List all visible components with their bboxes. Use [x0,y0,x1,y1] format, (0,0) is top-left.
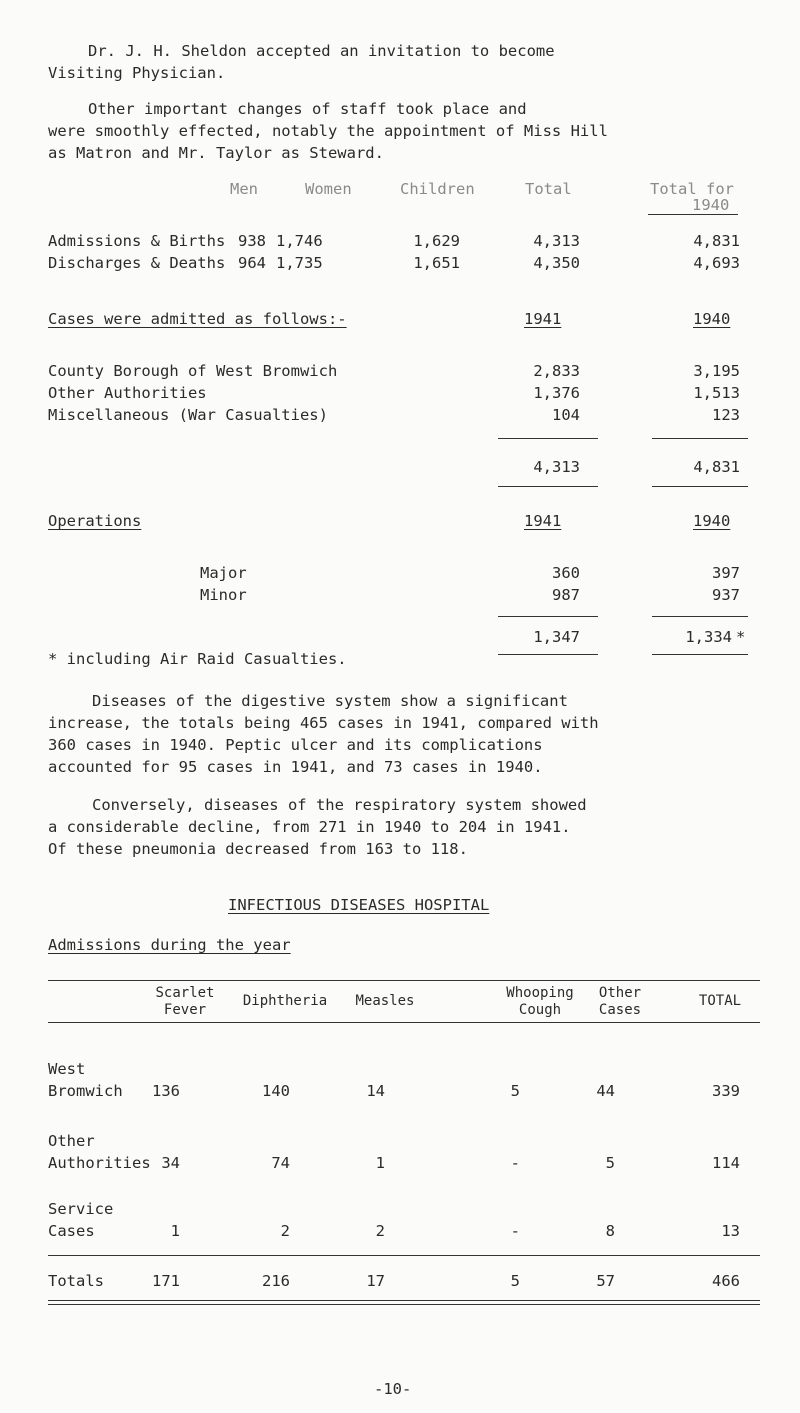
col-header-whooping-2: Cough [518,1002,562,1018]
operations-total-rule-1941 [498,654,598,655]
infectious-bottom-rule-2 [48,1304,760,1305]
infectious-row-1-diphtheria: 140 [262,1082,290,1100]
cases-total-rule-1941 [498,486,598,487]
infectious-row-3-whooping: - [510,1222,520,1240]
summary-row-1-men: 938 [238,232,266,250]
cases-row-3-label: Miscellaneous (War Casualties) [48,406,328,424]
paragraph-1-line-1: Diseases of the digestive system show a significant [92,692,568,710]
paragraph-2-line-3: Of these pneumonia decreased from 163 to 118. [48,840,468,858]
summary-row-2-label: Discharges & Deaths [48,254,226,272]
infectious-row-3-measles: 2 [375,1222,385,1240]
infectious-row-2-other: 5 [605,1154,615,1172]
operations-row-major-label: Major [200,564,247,582]
operations-total-1940: 1,334 [685,628,732,646]
col-header-other-2: Cases [598,1002,642,1018]
infectious-row-2-total: 114 [712,1154,740,1172]
operations-rule-1941 [498,616,598,617]
col-header-scarlet-2: Fever [163,1002,207,1018]
infectious-row-1-measles: 14 [366,1082,385,1100]
infectious-row-2-whooping: - [510,1154,520,1172]
infectious-row-2-label-1: Other [48,1132,95,1150]
operations-total-rule-1940 [652,654,748,655]
cases-total-1941: 4,313 [533,458,580,476]
infectious-row-1-label-2: Bromwich [48,1082,123,1100]
operations-footnote: * including Air Raid Casualties. [48,650,347,668]
cases-rule-1941 [498,438,598,439]
infectious-row-1-scarlet: 136 [152,1082,180,1100]
infectious-header-rule [48,1022,760,1023]
cases-row-1-1941: 2,833 [533,362,580,380]
cases-year-1941: 1941 [524,310,562,328]
operations-row-major-1941: 360 [552,564,580,582]
cases-rule-1940 [652,438,748,439]
infectious-row-3-other: 8 [605,1222,615,1240]
infectious-row-1-label-1: West [48,1060,86,1078]
operations-rule-1940 [652,616,748,617]
summary-header-men: Men [230,180,258,198]
col-header-total: TOTAL [698,993,742,1009]
infectious-top-rule [48,980,760,981]
summary-header-children: Children [400,180,475,198]
summary-row-2-children: 1,651 [413,254,460,272]
intro-line-2: Visiting Physician. [48,64,226,82]
summary-header-women: Women [305,180,352,198]
infectious-bottom-rule-1 [48,1300,760,1301]
infectious-totals-top-rule [48,1255,760,1256]
operations-row-minor-1940: 937 [712,586,740,604]
cases-row-3-1940: 123 [712,406,740,424]
operations-row-minor-1941: 987 [552,586,580,604]
summary-row-1-children: 1,629 [413,232,460,250]
operations-year-1941: 1941 [524,512,562,530]
summary-row-1-women: 1,746 [276,232,323,250]
col-header-scarlet-1: Scarlet [155,985,215,1001]
infectious-row-3-diphtheria: 2 [280,1222,290,1240]
summary-header-year: 1940 [692,196,730,214]
infectious-row-2-diphtheria: 74 [271,1154,290,1172]
infectious-totals-label: Totals [48,1272,104,1290]
infectious-row-3-label-1: Service [48,1200,114,1218]
paragraph-1-line-4: accounted for 95 cases in 1941, and 73 cases in 1940. [48,758,543,776]
cases-row-1-label: County Borough of West Bromwich [48,362,338,380]
summary-header-rule [648,214,738,215]
infectious-row-3-scarlet: 1 [170,1222,180,1240]
col-header-other-1: Other [598,985,642,1001]
infectious-totals-total: 466 [712,1272,740,1290]
cases-row-2-label: Other Authorities [48,384,207,402]
infectious-totals-other: 57 [596,1272,615,1290]
paragraph-1-line-3: 360 cases in 1940. Peptic ulcer and its complications [48,736,543,754]
operations-row-major-1940: 397 [712,564,740,582]
paragraph-2-line-2: a considerable decline, from 271 in 1940 to 204 in 1941. [48,818,571,836]
intro-line-1: Dr. J. H. Sheldon accepted an invitation to become [88,42,555,60]
infectious-row-1-whooping: 5 [510,1082,520,1100]
operations-heading: Operations [48,512,142,530]
intro-line-3: Other important changes of staff took place and [88,100,527,118]
cases-year-1940: 1940 [693,310,731,328]
col-header-measles: Measles [355,993,415,1009]
paragraph-2-line-1: Conversely, diseases of the respiratory system showed [92,796,587,814]
operations-total-mark: * [736,628,746,646]
summary-header-total-for: Total for [650,180,734,198]
cases-row-2-1940: 1,513 [693,384,740,402]
col-header-diphtheria: Diphtheria [242,993,328,1009]
infectious-row-1-total: 339 [712,1082,740,1100]
summary-row-1-total-1940: 4,831 [693,232,740,250]
summary-row-2-total: 4,350 [533,254,580,272]
cases-heading: Cases were admitted as follows:- [48,310,347,328]
cases-total-1940: 4,831 [693,458,740,476]
infectious-totals-scarlet: 171 [152,1272,180,1290]
infectious-row-2-measles: 1 [375,1154,385,1172]
summary-header-total: Total [525,180,572,198]
infectious-row-3-label-2: Cases [48,1222,95,1240]
infectious-totals-whooping: 5 [510,1272,520,1290]
summary-row-1-label: Admissions & Births [48,232,226,250]
col-header-whooping-1: Whooping [506,985,574,1001]
infectious-totals-diphtheria: 216 [262,1272,290,1290]
page-number: -10- [374,1380,412,1398]
cases-row-2-1941: 1,376 [533,384,580,402]
cases-row-3-1941: 104 [552,406,580,424]
cases-row-1-1940: 3,195 [693,362,740,380]
infectious-row-3-total: 13 [721,1222,740,1240]
summary-row-1-total: 4,313 [533,232,580,250]
intro-line-5: as Matron and Mr. Taylor as Steward. [48,144,384,162]
summary-row-2-women: 1,735 [276,254,323,272]
paragraph-1-line-2: increase, the totals being 465 cases in 1941, compared with [48,714,599,732]
summary-row-2-total-1940: 4,693 [693,254,740,272]
infectious-row-2-label-2: Authorities [48,1154,151,1172]
operations-year-1940: 1940 [693,512,731,530]
infectious-subtitle: Admissions during the year [48,936,291,954]
operations-total-1941: 1,347 [533,628,580,646]
infectious-row-1-other: 44 [596,1082,615,1100]
summary-row-2-men: 964 [238,254,266,272]
intro-line-4: were smoothly effected, notably the appointment of Miss Hill [48,122,608,140]
infectious-totals-measles: 17 [366,1272,385,1290]
infectious-title: INFECTIOUS DISEASES HOSPITAL [228,896,490,914]
cases-total-rule-1940 [652,486,748,487]
operations-row-minor-label: Minor [200,586,247,604]
infectious-row-2-scarlet: 34 [161,1154,180,1172]
